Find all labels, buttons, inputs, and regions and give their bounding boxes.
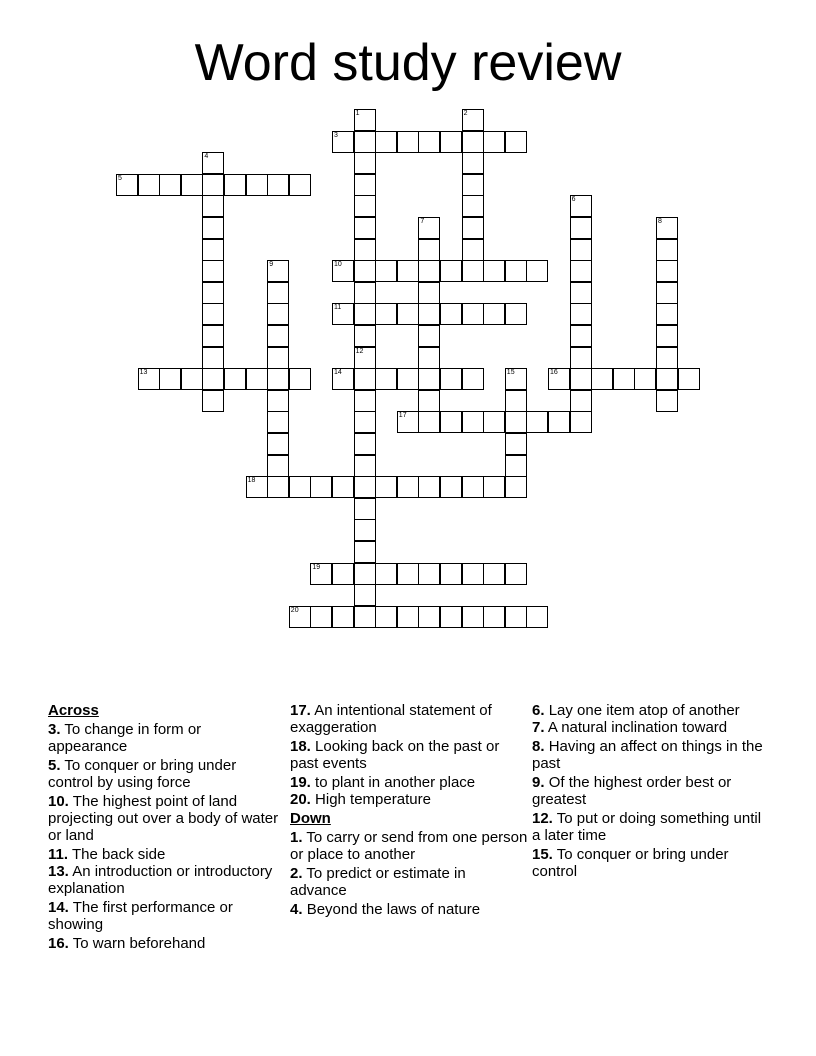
- grid-cell[interactable]: [375, 260, 397, 282]
- grid-cell[interactable]: [159, 368, 181, 390]
- grid-cell[interactable]: [570, 217, 592, 239]
- grid-cell[interactable]: [332, 563, 354, 585]
- grid-cell[interactable]: [656, 260, 678, 282]
- grid-cell[interactable]: [418, 325, 440, 347]
- grid-cell[interactable]: [505, 563, 527, 585]
- grid-cell[interactable]: [570, 282, 592, 304]
- grid-cell[interactable]: [375, 563, 397, 585]
- grid-cell[interactable]: [267, 282, 289, 304]
- grid-cell[interactable]: [375, 131, 397, 153]
- grid-cell[interactable]: [483, 411, 505, 433]
- down-clue: 9. Of the highest order best or greatest: [532, 774, 732, 808]
- grid-cell[interactable]: [354, 303, 376, 325]
- clue-number: 12: [355, 347, 364, 355]
- grid-cell[interactable]: [505, 433, 527, 455]
- grid-cell[interactable]: [202, 260, 224, 282]
- down-clue: 2. To predict or estimate in advance: [290, 865, 466, 899]
- grid-cell[interactable]: [613, 368, 635, 390]
- grid-cell[interactable]: [138, 174, 160, 196]
- grid-cell[interactable]: [202, 239, 224, 261]
- grid-cell[interactable]: [202, 217, 224, 239]
- grid-cell[interactable]: [267, 303, 289, 325]
- grid-cell[interactable]: [354, 152, 376, 174]
- grid-cell[interactable]: [570, 303, 592, 325]
- down-clue: 1. To carry or send from one person or place to another: [290, 829, 528, 863]
- grid-cell[interactable]: [116, 174, 138, 196]
- grid-cell[interactable]: [332, 260, 354, 282]
- clue-number: 5: [118, 174, 122, 182]
- grid-cell[interactable]: [462, 152, 484, 174]
- grid-cell[interactable]: [202, 368, 224, 390]
- grid-cell[interactable]: [462, 174, 484, 196]
- grid-cell[interactable]: [354, 584, 376, 606]
- clue-number: 20: [290, 606, 299, 614]
- page-title: Word study review: [194, 34, 622, 92]
- grid-cell[interactable]: [375, 368, 397, 390]
- grid-cell[interactable]: [418, 217, 440, 239]
- across-clue: 5. To conquer or bring under control by using force: [48, 757, 237, 791]
- down-clue: 8. Having an affect on things in the past: [532, 738, 763, 772]
- grid-cell[interactable]: [354, 498, 376, 520]
- down-clue: 6. Lay one item atop of another: [532, 702, 740, 719]
- grid-cell[interactable]: [570, 325, 592, 347]
- grid-cell[interactable]: [181, 174, 203, 196]
- grid-cell[interactable]: [462, 303, 484, 325]
- grid-cell[interactable]: [289, 606, 311, 628]
- clue-number: 14: [334, 369, 342, 377]
- grid-cell[interactable]: [462, 476, 484, 498]
- grid-cell[interactable]: [354, 131, 376, 153]
- grid-cell[interactable]: [267, 390, 289, 412]
- grid-cell[interactable]: [570, 368, 592, 390]
- down-clue: 4. Beyond the laws of nature: [290, 901, 481, 918]
- grid-cell[interactable]: [354, 195, 376, 217]
- across-clue: 16. To warn beforehand: [48, 935, 206, 952]
- grid-cell[interactable]: [332, 131, 354, 153]
- grid-cell[interactable]: [202, 174, 224, 196]
- grid-cell[interactable]: [462, 260, 484, 282]
- grid-cell[interactable]: [483, 476, 505, 498]
- grid-cell[interactable]: [354, 541, 376, 563]
- grid-cell[interactable]: [246, 476, 268, 498]
- grid-cell[interactable]: [418, 260, 440, 282]
- grid-cell[interactable]: [418, 368, 440, 390]
- grid-cell[interactable]: [526, 260, 548, 282]
- grid-cell[interactable]: [418, 303, 440, 325]
- grid-cell[interactable]: [418, 131, 440, 153]
- clue-number: 1: [355, 110, 360, 117]
- clue-number: 3: [334, 131, 338, 139]
- grid-cell[interactable]: [656, 239, 678, 261]
- grid-cell[interactable]: [418, 239, 440, 261]
- grid-cell[interactable]: [418, 347, 440, 369]
- grid-cell[interactable]: [138, 368, 160, 390]
- grid-cell[interactable]: [354, 390, 376, 412]
- grid-cell[interactable]: [354, 282, 376, 304]
- grid-cell[interactable]: [418, 606, 440, 628]
- grid-cell[interactable]: [267, 455, 289, 477]
- down-clue: 15. To conquer or bring under control: [532, 846, 729, 880]
- grid-cell[interactable]: [570, 260, 592, 282]
- grid-cell[interactable]: [418, 282, 440, 304]
- clues-column-3: [532, 702, 767, 882]
- grid-cell[interactable]: [440, 260, 462, 282]
- clue-number: 16: [550, 369, 558, 377]
- grid-cell[interactable]: [246, 368, 268, 390]
- grid-cell[interactable]: [397, 563, 419, 585]
- grid-cell[interactable]: [310, 563, 332, 585]
- grid-cell[interactable]: [505, 390, 527, 412]
- grid-cell[interactable]: [354, 325, 376, 347]
- grid-cell[interactable]: [354, 411, 376, 433]
- grid-cell[interactable]: [202, 390, 224, 412]
- grid-cell[interactable]: [202, 325, 224, 347]
- grid-cell[interactable]: [354, 347, 376, 369]
- grid-cell[interactable]: [267, 476, 289, 498]
- grid-cell[interactable]: [354, 433, 376, 455]
- grid-cell[interactable]: [570, 347, 592, 369]
- grid-cell[interactable]: [462, 563, 484, 585]
- across-clue: 19. to plant in another place: [290, 774, 476, 791]
- grid-cell[interactable]: [440, 606, 462, 628]
- grid-cell[interactable]: [354, 606, 376, 628]
- grid-cell[interactable]: [332, 606, 354, 628]
- grid-cell[interactable]: [483, 303, 505, 325]
- clue-number: 13: [139, 369, 148, 377]
- clue-number: 10: [334, 261, 342, 269]
- grid-cell[interactable]: [397, 131, 419, 153]
- grid-cell[interactable]: [375, 476, 397, 498]
- grid-cell[interactable]: [526, 606, 548, 628]
- grid-cell[interactable]: [224, 174, 246, 196]
- grid-cell[interactable]: [267, 260, 289, 282]
- grid-cell[interactable]: [656, 303, 678, 325]
- clues-column-2: [290, 702, 528, 920]
- grid-cell[interactable]: [354, 455, 376, 477]
- grid-cell[interactable]: [354, 563, 376, 585]
- clue-number: 11: [334, 304, 342, 312]
- grid-cell[interactable]: [397, 476, 419, 498]
- grid-cell[interactable]: [678, 368, 700, 390]
- grid-cell[interactable]: [570, 195, 592, 217]
- grid-cell[interactable]: [397, 303, 419, 325]
- down-heading: Down: [290, 810, 331, 827]
- across-clue: 11. The back side: [48, 846, 166, 863]
- grid-cell[interactable]: [656, 347, 678, 369]
- grid-cell[interactable]: [267, 325, 289, 347]
- across-clue: 3. To change in form or appearance: [48, 721, 202, 755]
- grid-cell[interactable]: [224, 368, 246, 390]
- grid-cell[interactable]: [462, 606, 484, 628]
- grid-cell[interactable]: [310, 476, 332, 498]
- grid-cell[interactable]: [505, 606, 527, 628]
- grid-cell[interactable]: [397, 606, 419, 628]
- grid-cell[interactable]: [418, 563, 440, 585]
- grid-cell[interactable]: [267, 174, 289, 196]
- clue-number: 18: [247, 477, 256, 485]
- grid-cell[interactable]: [505, 368, 527, 390]
- clue-number: 15: [506, 369, 515, 377]
- grid-cell[interactable]: [354, 368, 376, 390]
- across-clue: 14. The first performance or showing: [48, 899, 233, 933]
- grid-cell[interactable]: [332, 476, 354, 498]
- across-clue: 10. The highest point of land projecting out over a body of water or land: [48, 793, 279, 844]
- grid-cell[interactable]: [202, 195, 224, 217]
- grid-cell[interactable]: [202, 347, 224, 369]
- grid-cell[interactable]: [418, 476, 440, 498]
- grid-cell[interactable]: [440, 476, 462, 498]
- grid-cell[interactable]: [354, 519, 376, 541]
- grid-cell[interactable]: [397, 260, 419, 282]
- grid-cell[interactable]: [354, 109, 376, 131]
- clue-number: 8: [658, 218, 662, 225]
- grid-cell[interactable]: [505, 303, 527, 325]
- grid-cell[interactable]: [656, 368, 678, 390]
- grid-cell[interactable]: [181, 368, 203, 390]
- grid-cell[interactable]: [591, 368, 613, 390]
- grid-cell[interactable]: [354, 174, 376, 196]
- grid-cell[interactable]: [440, 131, 462, 153]
- grid-cell[interactable]: [375, 606, 397, 628]
- across-clue: 13. An introduction or introductory explanation: [48, 863, 273, 897]
- grid-cell[interactable]: [267, 347, 289, 369]
- grid-cell[interactable]: [656, 217, 678, 239]
- clue-number: 9: [269, 261, 274, 269]
- across-heading: Across: [48, 702, 99, 719]
- grid-cell[interactable]: [354, 260, 376, 282]
- clue-number: 6: [571, 196, 576, 204]
- grid-cell[interactable]: [202, 303, 224, 325]
- grid-cell[interactable]: [202, 152, 224, 174]
- grid-cell[interactable]: [483, 131, 505, 153]
- grid-cell[interactable]: [483, 563, 505, 585]
- grid-cell[interactable]: [440, 411, 462, 433]
- grid-cell[interactable]: [440, 563, 462, 585]
- grid-cell[interactable]: [656, 282, 678, 304]
- grid-cell[interactable]: [505, 131, 527, 153]
- clue-number: 4: [204, 153, 209, 161]
- grid-cell[interactable]: [656, 325, 678, 347]
- grid-cell[interactable]: [505, 411, 527, 433]
- grid-cell[interactable]: [375, 303, 397, 325]
- grid-cell[interactable]: [570, 390, 592, 412]
- grid-cell[interactable]: [505, 455, 527, 477]
- grid-cell[interactable]: [246, 174, 268, 196]
- grid-cell[interactable]: [483, 606, 505, 628]
- grid-cell[interactable]: [289, 368, 311, 390]
- down-clue: 7. A natural inclination toward: [532, 719, 728, 736]
- grid-cell[interactable]: [397, 411, 419, 433]
- grid-cell[interactable]: [267, 368, 289, 390]
- grid-cell[interactable]: [202, 282, 224, 304]
- clue-number: 2: [463, 110, 468, 117]
- grid-cell[interactable]: [483, 260, 505, 282]
- down-clue: 12. To put or doing something until a later time: [532, 810, 762, 844]
- clue-number: 17: [398, 412, 407, 420]
- grid-cell[interactable]: [354, 476, 376, 498]
- grid-cell[interactable]: [505, 260, 527, 282]
- grid-cell[interactable]: [656, 390, 678, 412]
- grid-cell[interactable]: [570, 239, 592, 261]
- clues-column-1: [48, 702, 283, 954]
- grid-cell[interactable]: [462, 239, 484, 261]
- grid-cell[interactable]: [310, 606, 332, 628]
- grid-cell[interactable]: [159, 174, 181, 196]
- grid-cell[interactable]: [462, 368, 484, 390]
- across-clue: 18. Looking back on the past or past events: [290, 738, 500, 772]
- clue-number: 19: [312, 563, 321, 571]
- grid-cell[interactable]: [418, 411, 440, 433]
- grid-cell[interactable]: [462, 411, 484, 433]
- grid-cell[interactable]: [505, 476, 527, 498]
- grid-cell[interactable]: [397, 368, 419, 390]
- grid-cell[interactable]: [462, 195, 484, 217]
- grid-cell[interactable]: [289, 476, 311, 498]
- grid-cell[interactable]: [332, 303, 354, 325]
- grid-cell[interactable]: [354, 239, 376, 261]
- grid-cell[interactable]: [462, 109, 484, 131]
- grid-cell[interactable]: [440, 368, 462, 390]
- grid-cell[interactable]: [267, 411, 289, 433]
- grid-cell[interactable]: [462, 217, 484, 239]
- clue-number: 7: [420, 218, 425, 225]
- grid-cell[interactable]: [570, 411, 592, 433]
- grid-cell[interactable]: [440, 303, 462, 325]
- grid-cell[interactable]: [332, 368, 354, 390]
- grid-cell[interactable]: [267, 433, 289, 455]
- grid-cell[interactable]: [418, 390, 440, 412]
- across-clue: 17. An intentional statement of exaggeration: [290, 702, 492, 736]
- grid-cell[interactable]: [289, 174, 311, 196]
- grid-cell[interactable]: [462, 131, 484, 153]
- grid-cell[interactable]: [548, 368, 570, 390]
- grid-cell[interactable]: [548, 411, 570, 433]
- grid-cell[interactable]: [634, 368, 656, 390]
- across-clue: 20. High temperature: [290, 791, 431, 808]
- grid-cell[interactable]: [354, 217, 376, 239]
- grid-cell[interactable]: [526, 411, 548, 433]
